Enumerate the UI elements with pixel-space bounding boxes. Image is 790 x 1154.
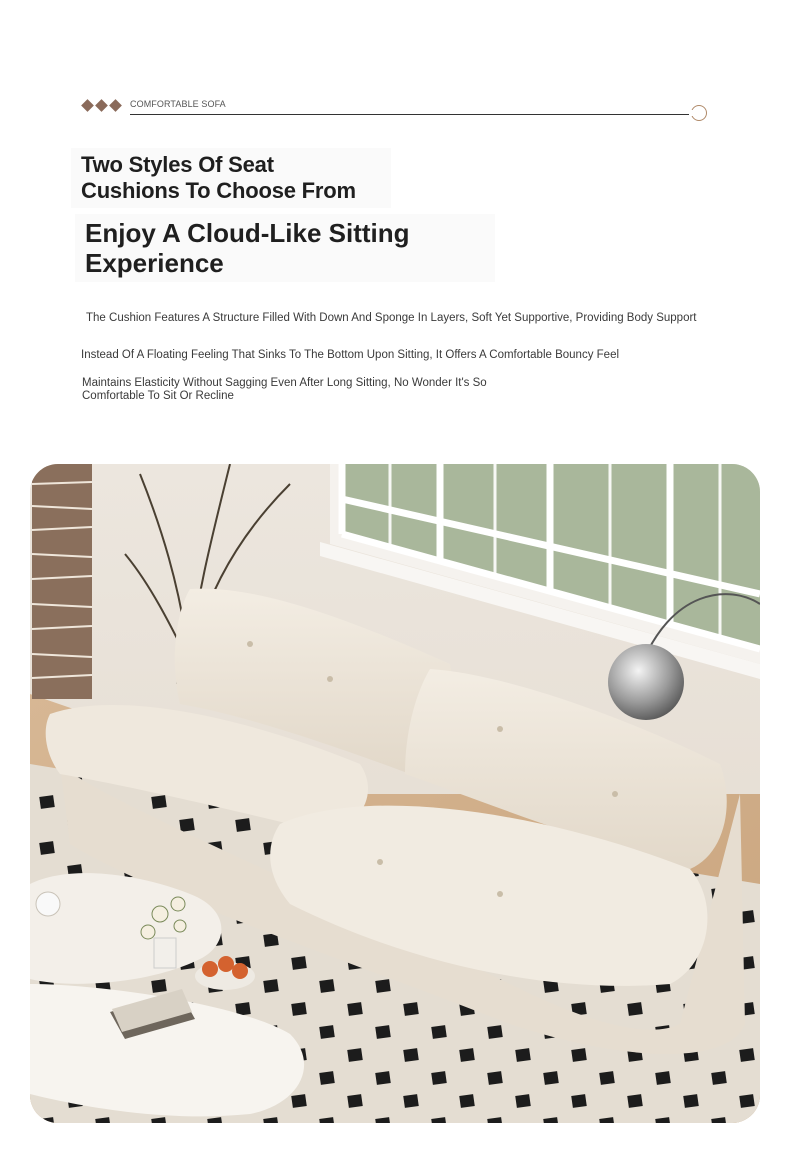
- subheadline-line2: Experience: [85, 248, 224, 278]
- ring-ornament-icon: [691, 105, 707, 121]
- book-stack: [32, 464, 92, 699]
- description-paragraph-2: Instead Of A Floating Feeling That Sinks To The Bottom Upon Sitting, It Offers A Comfortable Bouncy Feel: [81, 349, 620, 361]
- subheadline: [85, 218, 485, 278]
- divider-line: [130, 114, 696, 115]
- headline-line1: Two Styles Of Seat: [81, 152, 274, 177]
- section-header: [82, 97, 712, 127]
- headline: [81, 152, 381, 204]
- subheadline-line1: Enjoy A Cloud-Like Sitting: [85, 218, 410, 248]
- description-paragraph-1: The Cushion Features A Structure Filled With Down And Sponge In Layers, Soft Yet Supportive, Providing Body Support: [86, 312, 697, 324]
- description-paragraph-3: [82, 377, 522, 403]
- description-paragraph-3-line2: Comfortable To Sit Or Recline: [82, 390, 234, 402]
- description-paragraph-3-line1: Maintains Elasticity Without Sagging Even After Long Sitting, No Wonder It's So: [82, 377, 487, 389]
- sofa-scene-illustration: [30, 464, 760, 1123]
- diamond-ornament-icon: [82, 101, 121, 110]
- headline-line2: Cushions To Choose From: [81, 178, 356, 203]
- product-photo: [30, 464, 760, 1123]
- category-label: COMFORTABLE SOFA: [130, 99, 226, 109]
